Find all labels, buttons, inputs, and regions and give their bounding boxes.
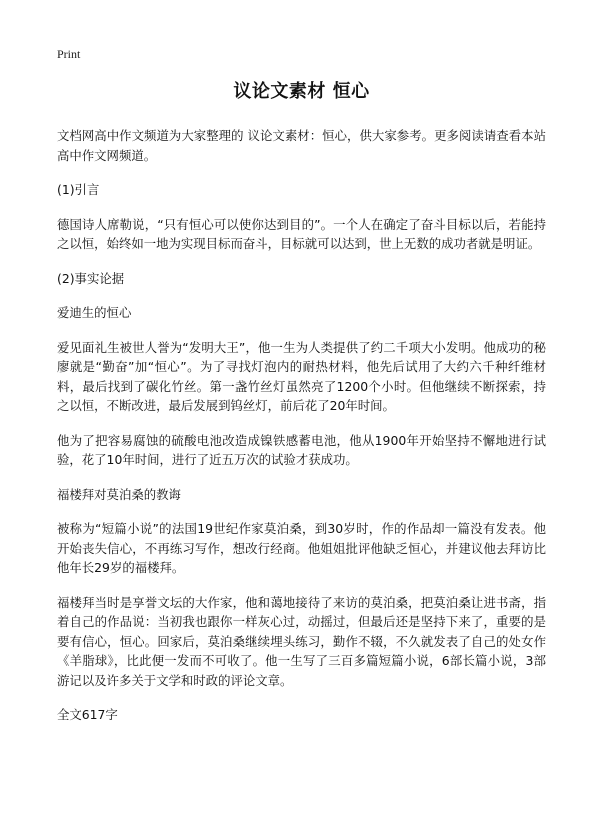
subheading-edison: 爱迪生的恒心 [57,305,132,320]
maupassant-paragraph-1: 被称为“短篇小说”的法国19世纪作家莫泊桑，到30岁时，作的作品却一篇没有发表。他开始丧失信心，不再练习写作，想改行经商。他姐姐批评他缺乏恒心，并建议他去拜访比他年长29岁的福楼拜。 [57,521,546,575]
maupassant-paragraph-2: 福楼拜当时是享誉文坛的大作家，他和蔼地接待了来访的莫泊桑，把莫泊桑让进书斋，指着自己的作品说：当初我也跟你一样灰心过，动摇过，但最后还是坚持下来了，重要的是要有信心，恒心。回家后，莫泊桑继续埋头练习，勤作不辍，不久就发表了自己的处女作《羊脂球》，比此便一发而不可收了。他一生写了三百多篇短篇小说，6部长篇小说，3部游记以及许多关于文学和时政的评论文章。 [57,594,546,688]
edison-paragraph-1: 爱见面礼生被世人誉为“发明大王”，他一生为人类提供了约二千项大小发明。他成功的秘廖就是“勤奋”加“恒心”。为了寻找灯泡内的耐热材料，他先后试用了大约六千种纤维材料，最后找到了碳化竹丝。第一盏竹丝灯虽然亮了1200个小时。但他继续不断探索，持之以恒，不断改进，最后发展到钨丝灯，前后花了20年时间。 [57,339,546,413]
subheading-flaubert: 福楼拜对莫泊桑的教诲 [57,486,181,502]
section-heading-evidence: (2)事实论据 [57,270,125,286]
page-title: 议论文素材 恒心 [233,81,370,102]
edison-paragraph-2: 他为了把容易腐蚀的硫酸电池改造成镍铁感蓄电池，他从1900年开始坚持不懈地进行试验，花了10年时间，进行了近五万次的试验才获成功。 [57,432,546,467]
intro-quote-paragraph: 德国诗人席勒说，“只有恒心可以使你达到目的”。一个人在确定了奋斗目标以后，若能持之以恒，始终如一地为实现目标而奋斗，目标就可以达到，世上无数的成功者就是明证。 [57,216,546,251]
print-link[interactable]: Print [57,47,81,61]
intro-paragraph: 文档网高中作文频道为大家整理的 议论文素材：恒心，供大家参考。更多阅读请查看本站高中作文网频道。 [57,128,546,163]
section-heading-intro: (1)引言 [57,182,100,197]
word-count: 全文617字 [57,707,118,722]
